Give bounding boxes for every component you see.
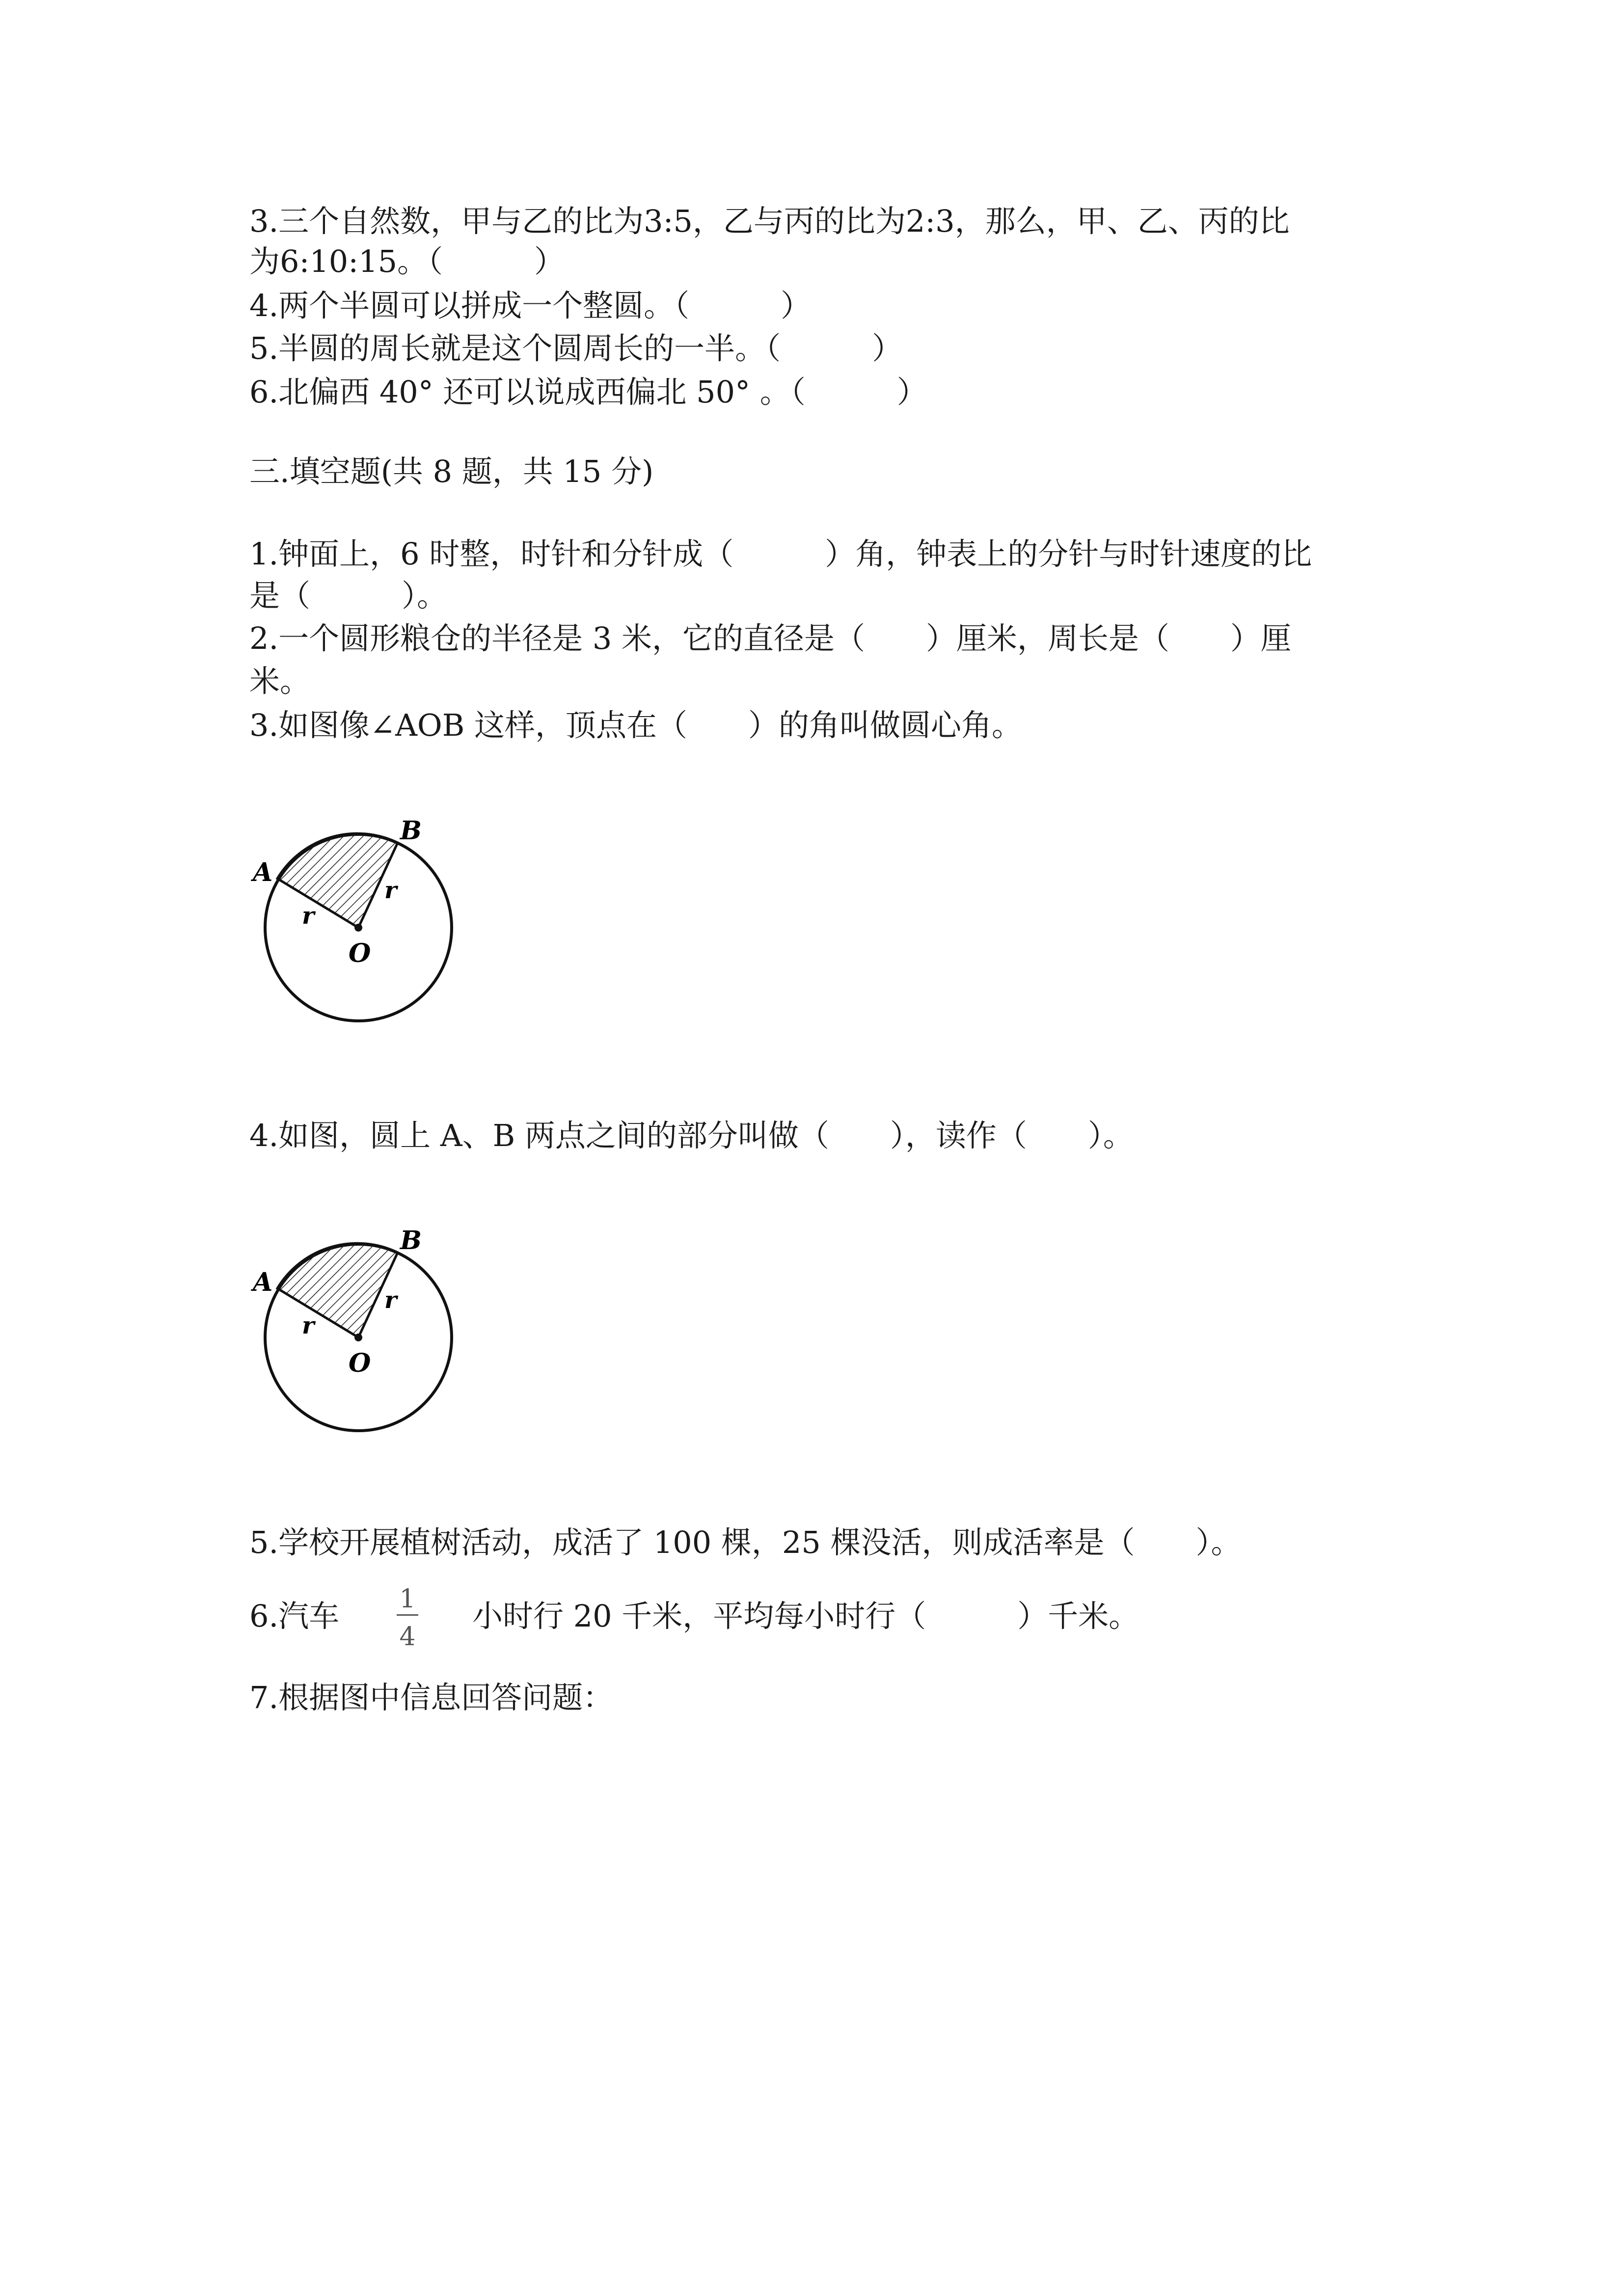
fill-q5: 5.学校开展植树活动，成活了 100 棵，25 棵没活，则成活率是（ ）。: [249, 1524, 1242, 1560]
fill-q6-suffix: 小时行 20 千米，平均每小时行（ ）千米。: [472, 1598, 1139, 1634]
center-point: [354, 1334, 362, 1341]
fill-q3: 3.如图像∠AOB 这样，顶点在（ ）的角叫做圆心角。: [249, 707, 1022, 743]
fill-q2-line2: 米。: [249, 663, 311, 699]
shaded-sector: [277, 833, 398, 928]
judgment-q3-line2: 为6:10:15。（ ）: [249, 243, 565, 279]
fraction-denominator: 4: [399, 1622, 416, 1652]
fill-q6-prefix: 6.汽车: [249, 1598, 340, 1634]
fill-q2-line1: 2.一个圆形粮仓的半径是 3 米，它的直径是（ ）厘米，周长是（ ）厘: [249, 620, 1292, 656]
fraction-numerator: 1: [399, 1584, 416, 1614]
label-r-left: r: [302, 1312, 315, 1339]
judgment-q3-line1: 3.三个自然数，甲与乙的比为3:5，乙与丙的比为2:3，那么，甲、乙、丙的比: [249, 203, 1290, 239]
fraction-bar: [397, 1614, 418, 1616]
circle-sector-figure-1: [248, 815, 464, 1031]
judgment-q5: 5.半圆的周长就是这个圆周长的一半。（ ）: [249, 330, 903, 366]
shaded-sector: [277, 1243, 398, 1337]
judgment-q4: 4.两个半圆可以拼成一个整圆。（ ）: [249, 288, 812, 323]
label-b: B: [400, 816, 422, 846]
fill-q7: 7.根据图中信息回答问题：: [249, 1680, 614, 1715]
fill-q1-line2: 是（ ）。: [249, 578, 448, 614]
label-b: B: [400, 1226, 422, 1255]
center-point: [354, 924, 362, 932]
label-r-left: r: [302, 902, 315, 930]
label-a: A: [253, 857, 273, 887]
circle-sector-figure-2: [248, 1225, 464, 1441]
label-r-right: r: [384, 877, 397, 904]
fill-q4: 4.如图，圆上 A、B 两点之间的部分叫做（ ），读作（ ）。: [249, 1118, 1134, 1153]
label-a: A: [253, 1267, 273, 1297]
section-3-heading: 三.填空题(共 8 题，共 15 分): [249, 454, 654, 489]
label-o: O: [349, 1348, 371, 1378]
label-r-right: r: [384, 1286, 397, 1314]
judgment-q6: 6.北偏西 40° 还可以说成西偏北 50° 。（ ）: [249, 374, 927, 410]
fill-q1-line1: 1.钟面上，6 时整，时针和分针成（ ）角，钟表上的分针与时针速度的比: [249, 536, 1312, 572]
label-o: O: [349, 938, 371, 968]
